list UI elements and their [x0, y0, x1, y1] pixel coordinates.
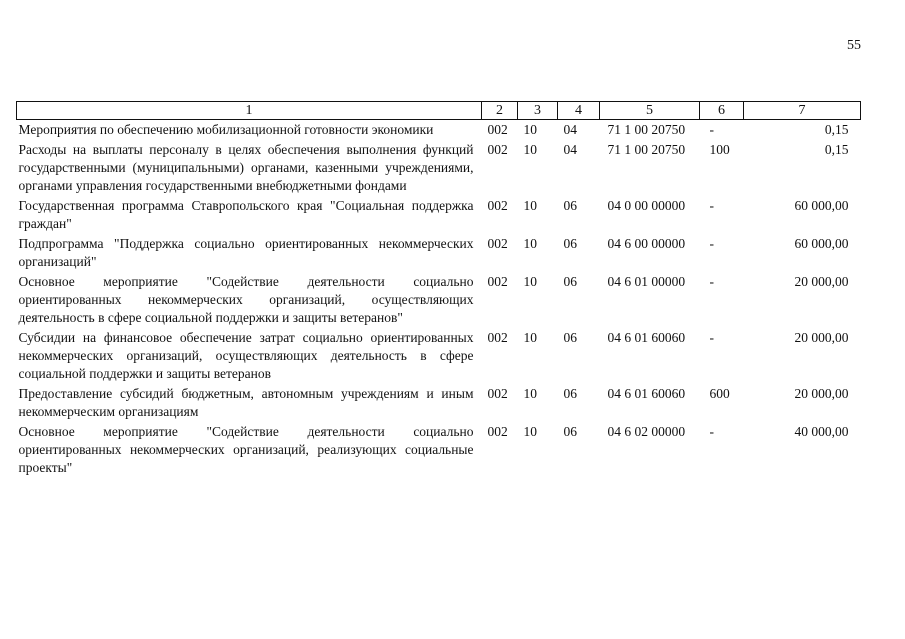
row-name: Предоставление субсидий бюджетным, автономным учреждениям и иным некоммерческим организациям	[18, 386, 474, 419]
row-section-code: 10	[523, 386, 537, 401]
row-name: Подпрограмма "Поддержка социально ориентированных некоммерческих организаций"	[18, 236, 474, 269]
row-name: Расходы на выплаты персоналу в целях обеспечения выполнения функций государственными (муниципальными) органами, казенными учреждениями, органами управления государственными внебюджетными фондами	[18, 142, 474, 193]
header-col-5: 5	[600, 102, 700, 120]
row-section-code: 10	[523, 330, 537, 345]
row-subsection-code: 06	[563, 236, 577, 251]
row-target-article: 04 6 00 00000	[607, 236, 686, 251]
table-body	[17, 120, 861, 479]
row-subsection-code: 06	[563, 274, 577, 289]
row-name: Основное мероприятие "Содействие деятельности социально ориентированных некоммерческих организаций, осуществляющих деятельность в сфере социальной поддержки и защиты ветеранов"	[18, 274, 474, 325]
row-subsection-code: 06	[563, 330, 577, 345]
row-department-code: 002	[487, 198, 508, 213]
header-col-4: 4	[558, 102, 600, 120]
row-section-code: 10	[523, 274, 537, 289]
row-target-article: 04 6 01 60060	[607, 330, 686, 345]
row-expense-type: 100	[709, 142, 730, 157]
row-target-article: 04 6 01 00000	[607, 274, 686, 289]
row-department-code: 002	[487, 386, 508, 401]
table-header	[17, 102, 861, 120]
table-row	[17, 140, 861, 196]
row-expense-type: -	[709, 274, 714, 289]
page-number: 55	[847, 38, 861, 53]
table-row	[17, 272, 861, 328]
row-target-article: 04 6 02 00000	[607, 424, 686, 439]
row-amount: 20 000,00	[794, 330, 849, 345]
budget-table	[16, 101, 861, 478]
row-amount: 0,15	[824, 122, 849, 137]
row-expense-type: -	[709, 424, 714, 439]
row-name: Государственная программа Ставропольского края "Социальная поддержка граждан"	[18, 198, 474, 231]
row-subsection-code: 06	[563, 386, 577, 401]
row-expense-type: 600	[709, 386, 730, 401]
row-section-code: 10	[523, 236, 537, 251]
row-subsection-code: 06	[563, 198, 577, 213]
row-section-code: 10	[523, 142, 537, 157]
row-department-code: 002	[487, 330, 508, 345]
table-row	[17, 196, 861, 234]
row-expense-type: -	[709, 330, 714, 345]
header-col-1: 1	[17, 102, 482, 120]
row-target-article: 71 1 00 20750	[607, 122, 686, 137]
row-department-code: 002	[487, 122, 508, 137]
table-row	[17, 384, 861, 422]
header-col-2: 2	[482, 102, 518, 120]
table-row	[17, 234, 861, 272]
row-section-code: 10	[523, 122, 537, 137]
table-row	[17, 120, 861, 141]
header-col-6: 6	[700, 102, 744, 120]
row-name: Основное мероприятие "Содействие деятельности социально ориентированных некоммерческих организаций, реализующих социальные проекты"	[18, 424, 474, 475]
row-subsection-code: 04	[563, 142, 577, 157]
header-col-3: 3	[518, 102, 558, 120]
header-row	[17, 102, 861, 120]
row-amount: 60 000,00	[794, 198, 849, 213]
row-expense-type: -	[709, 236, 714, 251]
row-target-article: 04 0 00 00000	[607, 198, 686, 213]
row-amount: 20 000,00	[794, 274, 849, 289]
row-amount: 40 000,00	[794, 424, 849, 439]
row-subsection-code: 04	[563, 122, 577, 137]
row-department-code: 002	[487, 236, 508, 251]
row-section-code: 10	[523, 198, 537, 213]
row-section-code: 10	[523, 424, 537, 439]
row-target-article: 71 1 00 20750	[607, 142, 686, 157]
row-expense-type: -	[709, 122, 714, 137]
row-subsection-code: 06	[563, 424, 577, 439]
row-amount: 20 000,00	[794, 386, 849, 401]
row-amount: 60 000,00	[794, 236, 849, 251]
row-name: Субсидии на финансовое обеспечение затрат социально ориентированных некоммерческих организаций, осуществляющих деятельность в сфере социальной поддержки и защиты ветеранов	[18, 330, 474, 381]
row-department-code: 002	[487, 424, 508, 439]
table-row	[17, 422, 861, 478]
row-department-code: 002	[487, 274, 508, 289]
row-expense-type: -	[709, 198, 714, 213]
row-amount: 0,15	[824, 142, 849, 157]
row-department-code: 002	[487, 142, 508, 157]
header-col-7: 7	[744, 102, 861, 120]
row-name: Мероприятия по обеспечению мобилизационной готовности экономики	[18, 122, 434, 137]
table-row	[17, 328, 861, 384]
row-target-article: 04 6 01 60060	[607, 386, 686, 401]
